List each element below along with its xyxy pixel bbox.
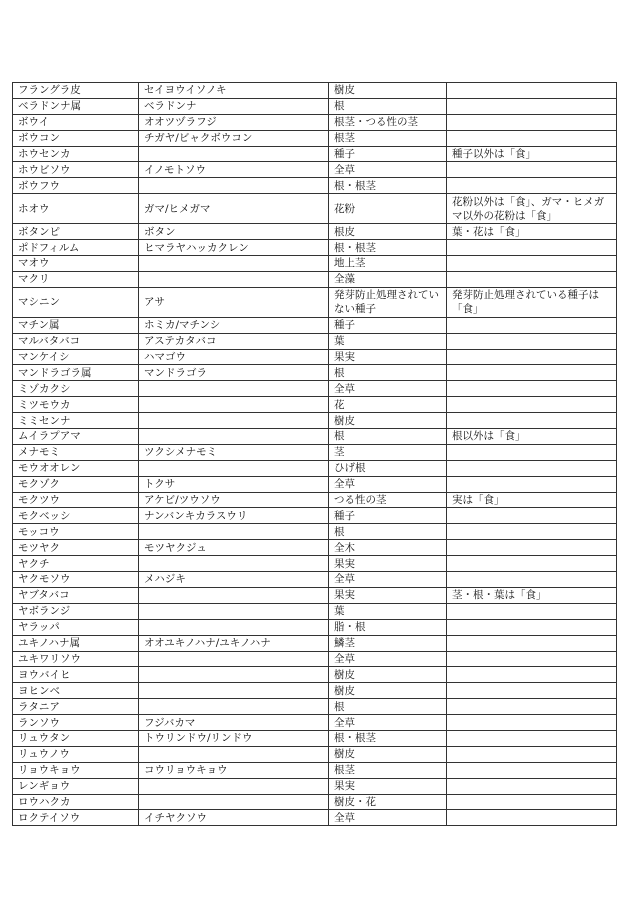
table-row: [13, 460, 617, 476]
note-cell: 花粉以外は「食」、ガマ・ヒメガマ以外の花粉は「食」: [447, 194, 617, 224]
note-cell: [447, 619, 617, 635]
note-cell: [447, 683, 617, 699]
note-cell: [447, 603, 617, 619]
name-cell: ホウビソウ: [13, 162, 139, 178]
part-cell: 全草: [329, 572, 447, 588]
note-cell: [447, 365, 617, 381]
table-row: [13, 317, 617, 333]
table-row: [13, 429, 617, 445]
note-cell: [447, 746, 617, 762]
name-cell: ユキワリソウ: [13, 651, 139, 667]
part-cell: 種子: [329, 508, 447, 524]
table-row: [13, 287, 617, 317]
note-cell: [447, 556, 617, 572]
note-cell: [447, 762, 617, 778]
part-cell: 根茎: [329, 762, 447, 778]
table-row: [13, 397, 617, 413]
part-cell: 根茎: [329, 130, 447, 146]
part-cell: 全草: [329, 476, 447, 492]
note-cell: [447, 178, 617, 194]
table-row: [13, 271, 617, 287]
plant-cell: メハジキ: [139, 572, 329, 588]
table-row: [13, 83, 617, 99]
plant-cell: イチヤクソウ: [139, 810, 329, 826]
part-cell: 樹皮: [329, 413, 447, 429]
part-cell: 全草: [329, 651, 447, 667]
part-cell: 全草: [329, 162, 447, 178]
plant-cell: [139, 746, 329, 762]
plant-cell: [139, 603, 329, 619]
note-cell: 葉・花は「食」: [447, 224, 617, 240]
plant-cell: [139, 146, 329, 162]
table-row: [13, 746, 617, 762]
table-row: [13, 762, 617, 778]
table-row: [13, 619, 617, 635]
table-row: [13, 540, 617, 556]
part-cell: 根: [329, 429, 447, 445]
table-row: [13, 810, 617, 826]
plant-cell: [139, 381, 329, 397]
table-row: [13, 778, 617, 794]
plant-cell: トクサ: [139, 476, 329, 492]
note-cell: [447, 413, 617, 429]
table-row: [13, 240, 617, 256]
plant-cell: [139, 587, 329, 603]
plant-cell: [139, 460, 329, 476]
plant-cell: [139, 429, 329, 445]
table-row: [13, 381, 617, 397]
table-row: [13, 256, 617, 272]
name-cell: リョウキョウ: [13, 762, 139, 778]
plant-cell: フジバカマ: [139, 715, 329, 731]
part-cell: 果実: [329, 778, 447, 794]
name-cell: ホオウ: [13, 194, 139, 224]
table-row: [13, 444, 617, 460]
plant-cell: アケビ/ツウソウ: [139, 492, 329, 508]
name-cell: マルバタバコ: [13, 333, 139, 349]
note-cell: [447, 240, 617, 256]
plant-cell: モツヤクジュ: [139, 540, 329, 556]
plant-cell: [139, 397, 329, 413]
table-row: [13, 683, 617, 699]
note-cell: [447, 794, 617, 810]
name-cell: ミゾカクシ: [13, 381, 139, 397]
note-cell: [447, 476, 617, 492]
plant-cell: セイヨウイソノキ: [139, 83, 329, 99]
part-cell: 根茎・つる性の茎: [329, 114, 447, 130]
part-cell: 樹皮・花: [329, 794, 447, 810]
part-cell: 葉: [329, 603, 447, 619]
note-cell: [447, 778, 617, 794]
part-cell: 根: [329, 98, 447, 114]
table-row: [13, 524, 617, 540]
plant-cell: [139, 683, 329, 699]
table-row: [13, 114, 617, 130]
table-row: [13, 476, 617, 492]
plant-cell: ヒマラヤハッカクレン: [139, 240, 329, 256]
plant-cell: [139, 794, 329, 810]
table-row: [13, 730, 617, 746]
name-cell: マオウ: [13, 256, 139, 272]
note-cell: [447, 651, 617, 667]
name-cell: ボウフウ: [13, 178, 139, 194]
note-cell: [447, 83, 617, 99]
table-row: [13, 508, 617, 524]
table-row: [13, 349, 617, 365]
name-cell: モクゾク: [13, 476, 139, 492]
part-cell: 全草: [329, 715, 447, 731]
name-cell: ホウセンカ: [13, 146, 139, 162]
note-cell: 発芽防止処理されている種子は「食」: [447, 287, 617, 317]
part-cell: 根・根茎: [329, 178, 447, 194]
plant-cell: [139, 667, 329, 683]
name-cell: ランソウ: [13, 715, 139, 731]
table-row: [13, 146, 617, 162]
table-row: [13, 651, 617, 667]
name-cell: ヤクモソウ: [13, 572, 139, 588]
note-cell: [447, 715, 617, 731]
plant-cell: コウリョウキョウ: [139, 762, 329, 778]
plant-cell: [139, 256, 329, 272]
note-cell: 茎・根・葉は「食」: [447, 587, 617, 603]
part-cell: 花: [329, 397, 447, 413]
name-cell: ロクテイソウ: [13, 810, 139, 826]
name-cell: ムイラプアマ: [13, 429, 139, 445]
plant-cell: [139, 619, 329, 635]
plant-cell: [139, 178, 329, 194]
name-cell: メナモミ: [13, 444, 139, 460]
part-cell: 根皮: [329, 224, 447, 240]
note-cell: [447, 98, 617, 114]
name-cell: ヨヒンベ: [13, 683, 139, 699]
plant-cell: ハマゴウ: [139, 349, 329, 365]
part-cell: 全草: [329, 810, 447, 826]
note-cell: [447, 635, 617, 651]
note-cell: [447, 508, 617, 524]
table-row: [13, 667, 617, 683]
name-cell: マンケイシ: [13, 349, 139, 365]
name-cell: ヤボランジ: [13, 603, 139, 619]
part-cell: 発芽防止処理されていない種子: [329, 287, 447, 317]
table-row: [13, 715, 617, 731]
name-cell: ボウコン: [13, 130, 139, 146]
note-cell: [447, 572, 617, 588]
part-cell: 樹皮: [329, 683, 447, 699]
table-row: [13, 178, 617, 194]
part-cell: 根・根茎: [329, 240, 447, 256]
name-cell: ポドフィルム: [13, 240, 139, 256]
name-cell: マンドラゴラ属: [13, 365, 139, 381]
name-cell: ミミセンナ: [13, 413, 139, 429]
name-cell: ボタンピ: [13, 224, 139, 240]
part-cell: 地上茎: [329, 256, 447, 272]
part-cell: 鱗茎: [329, 635, 447, 651]
table-row: [13, 130, 617, 146]
note-cell: 実は「食」: [447, 492, 617, 508]
part-cell: 全木: [329, 540, 447, 556]
note-cell: [447, 256, 617, 272]
name-cell: ボウイ: [13, 114, 139, 130]
name-cell: モッコウ: [13, 524, 139, 540]
name-cell: ヤブタバコ: [13, 587, 139, 603]
note-cell: [447, 810, 617, 826]
part-cell: 花粉: [329, 194, 447, 224]
plant-cell: [139, 413, 329, 429]
part-cell: ひげ根: [329, 460, 447, 476]
note-cell: 種子以外は「食」: [447, 146, 617, 162]
note-cell: [447, 162, 617, 178]
table-row: [13, 162, 617, 178]
plant-cell: [139, 524, 329, 540]
name-cell: レンギョウ: [13, 778, 139, 794]
plant-cell: [139, 778, 329, 794]
plant-cell: [139, 651, 329, 667]
table-row: [13, 413, 617, 429]
table-row: [13, 572, 617, 588]
table-row: [13, 224, 617, 240]
name-cell: ユキノハナ属: [13, 635, 139, 651]
plant-cell: [139, 556, 329, 572]
note-cell: [447, 444, 617, 460]
note-cell: [447, 540, 617, 556]
note-cell: [447, 317, 617, 333]
plant-cell: ツクシメナモミ: [139, 444, 329, 460]
part-cell: 茎: [329, 444, 447, 460]
part-cell: 果実: [329, 587, 447, 603]
plant-cell: オオツヅラフジ: [139, 114, 329, 130]
note-cell: [447, 524, 617, 540]
part-cell: 根: [329, 524, 447, 540]
table-row: [13, 365, 617, 381]
table-row: [13, 635, 617, 651]
name-cell: マシニン: [13, 287, 139, 317]
name-cell: ヨウバイヒ: [13, 667, 139, 683]
table-row: [13, 699, 617, 715]
plant-cell: マンドラゴラ: [139, 365, 329, 381]
plant-cell: アサ: [139, 287, 329, 317]
note-cell: [447, 333, 617, 349]
note-cell: [447, 114, 617, 130]
plant-cell: チガヤ/ビャクボウコン: [139, 130, 329, 146]
part-cell: 全藻: [329, 271, 447, 287]
part-cell: 全草: [329, 381, 447, 397]
name-cell: ラタニア: [13, 699, 139, 715]
table-row: [13, 98, 617, 114]
part-cell: 樹皮: [329, 667, 447, 683]
note-cell: [447, 730, 617, 746]
part-cell: 根・根茎: [329, 730, 447, 746]
table-row: [13, 492, 617, 508]
name-cell: リュウノウ: [13, 746, 139, 762]
name-cell: マクリ: [13, 271, 139, 287]
name-cell: ロウハクカ: [13, 794, 139, 810]
plant-cell: トウリンドウ/リンドウ: [139, 730, 329, 746]
table-row: [13, 333, 617, 349]
plant-cell: ナンバンキカラスウリ: [139, 508, 329, 524]
note-cell: [447, 381, 617, 397]
note-cell: [447, 460, 617, 476]
name-cell: モツヤク: [13, 540, 139, 556]
name-cell: ベラドンナ属: [13, 98, 139, 114]
table-row: [13, 194, 617, 224]
part-cell: 樹皮: [329, 83, 447, 99]
note-cell: [447, 699, 617, 715]
part-cell: 樹皮: [329, 746, 447, 762]
note-cell: [447, 397, 617, 413]
note-cell: [447, 349, 617, 365]
plant-cell: ホミカ/マチンシ: [139, 317, 329, 333]
table-row: [13, 603, 617, 619]
table-row: [13, 587, 617, 603]
plant-cell: アステカタバコ: [139, 333, 329, 349]
part-cell: 根: [329, 699, 447, 715]
part-cell: 根: [329, 365, 447, 381]
part-cell: 種子: [329, 146, 447, 162]
plant-cell: イノモトソウ: [139, 162, 329, 178]
note-cell: [447, 130, 617, 146]
plant-cell: ガマ/ヒメガマ: [139, 194, 329, 224]
plant-cell: ボタン: [139, 224, 329, 240]
table-row: [13, 794, 617, 810]
note-cell: 根以外は「食」: [447, 429, 617, 445]
part-cell: 果実: [329, 556, 447, 572]
plant-cell: [139, 699, 329, 715]
name-cell: モウオオレン: [13, 460, 139, 476]
part-cell: 種子: [329, 317, 447, 333]
herb-table: [12, 82, 617, 826]
plant-cell: オオユキノハナ/ユキノハナ: [139, 635, 329, 651]
plant-cell: ベラドンナ: [139, 98, 329, 114]
part-cell: 脂・根: [329, 619, 447, 635]
note-cell: [447, 667, 617, 683]
table-row: [13, 556, 617, 572]
part-cell: 果実: [329, 349, 447, 365]
name-cell: ミツモウカ: [13, 397, 139, 413]
name-cell: マチン属: [13, 317, 139, 333]
part-cell: 葉: [329, 333, 447, 349]
part-cell: つる性の茎: [329, 492, 447, 508]
name-cell: モクベッシ: [13, 508, 139, 524]
name-cell: リュウタン: [13, 730, 139, 746]
name-cell: フラングラ皮: [13, 83, 139, 99]
note-cell: [447, 271, 617, 287]
herb-table-body: [13, 83, 617, 826]
name-cell: モクツウ: [13, 492, 139, 508]
plant-cell: [139, 271, 329, 287]
name-cell: ヤクチ: [13, 556, 139, 572]
name-cell: ヤラッパ: [13, 619, 139, 635]
